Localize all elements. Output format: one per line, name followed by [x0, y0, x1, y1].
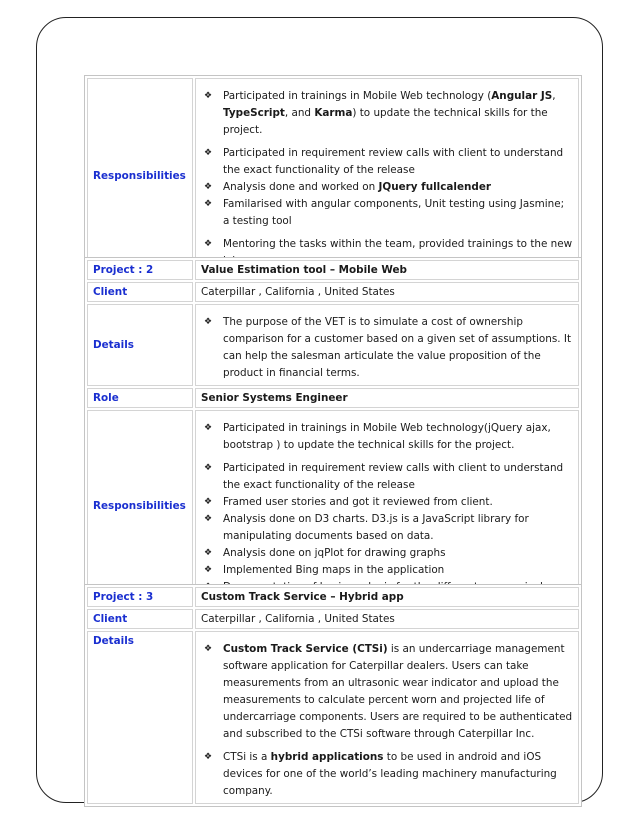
diamond-bullet-icon: ❖: [204, 91, 213, 101]
project-name: Value Estimation tool – Mobile Web: [195, 260, 579, 280]
role-value: Senior Systems Engineer: [195, 388, 579, 408]
list-item: [201, 511, 573, 545]
item-text: Familarised with angular components, Unit testing using Jasmine; a testing tool: [223, 198, 565, 227]
list-item: [201, 562, 573, 579]
list-item: [201, 314, 573, 382]
item-text: Implemented Bing maps in the application: [223, 564, 445, 576]
diamond-bullet-icon: ❖: [204, 514, 213, 524]
item-text: The purpose of the VET is to simulate a cost of ownership comparison for a customer based on a given set of assumptions. It can help the salesman articulate the value proposition of the product in financial terms.: [223, 316, 572, 379]
diamond-bullet-icon: ❖: [204, 199, 213, 209]
item-text: Participated in trainings in Mobile Web technology (: [223, 90, 492, 102]
client-value: Caterpillar , California , United States: [195, 282, 579, 302]
list-item: [201, 641, 573, 743]
diamond-bullet-icon: ❖: [204, 497, 213, 507]
diamond-bullet-icon: ❖: [204, 463, 213, 473]
diamond-bullet-icon: ❖: [204, 239, 213, 249]
responsibilities-list: [201, 420, 573, 596]
item-text: , and: [284, 107, 315, 119]
item-text: ,: [552, 90, 556, 102]
diamond-bullet-icon: ❖: [204, 423, 213, 433]
item-text: Analysis done on D3 charts. D3.js is a JavaScript library for manipulating documents based on data.: [223, 513, 529, 542]
item-text: Participated in requirement review calls with client to understand the exact functionality of the release: [223, 462, 564, 491]
responsibilities-cell: [195, 410, 579, 602]
list-item: [201, 196, 573, 230]
list-item: [201, 460, 573, 494]
bold-text: hybrid applications: [270, 751, 384, 763]
project-label: Project : 2: [87, 260, 193, 280]
list-item: [201, 749, 573, 800]
list-item: [201, 420, 573, 454]
diamond-bullet-icon: ❖: [204, 148, 213, 158]
project-label: Project : 3: [87, 587, 193, 607]
details-list: [201, 641, 573, 800]
item-text: Participated in requirement review calls with client to understand the exact functionality of the release: [223, 147, 564, 176]
item-text: Participated in trainings in Mobile Web technology(jQuery ajax, bootstrap ) to update the technical skills for the project.: [223, 422, 551, 451]
client-label: Client: [87, 282, 193, 302]
diamond-bullet-icon: ❖: [204, 548, 213, 558]
bold-text: Karma: [314, 107, 353, 119]
list-item: [201, 494, 573, 511]
responsibilities-cell: [195, 78, 579, 274]
list-item: [201, 145, 573, 179]
responsibilities-label: Responsibilities: [87, 410, 193, 602]
item-text: Framed user stories and got it reviewed from client.: [223, 496, 493, 508]
diamond-bullet-icon: ❖: [204, 317, 213, 327]
details-cell: [195, 631, 579, 804]
project3-table: [84, 584, 582, 807]
responsibilities-label: Responsibilities: [87, 78, 193, 274]
item-text: Analysis done and worked on: [223, 181, 379, 193]
diamond-bullet-icon: ❖: [204, 644, 213, 654]
project1-responsibilities-table: [84, 75, 582, 277]
list-item: [201, 179, 573, 196]
details-label: Details: [87, 631, 193, 804]
item-text: CTSi is a: [223, 751, 271, 763]
list-item: [201, 545, 573, 562]
item-text: to be used in android and iOS devices for one of the world’s leading machinery manufacturing company.: [223, 751, 557, 797]
diamond-bullet-icon: ❖: [204, 752, 213, 762]
bold-text: TypeScript: [223, 107, 285, 119]
item-text: ) to update the technical skills for the project.: [223, 107, 548, 136]
project-name: Custom Track Service – Hybrid app: [195, 587, 579, 607]
bold-text: Angular JS: [491, 90, 553, 102]
diamond-bullet-icon: ❖: [204, 182, 213, 192]
role-label: Role: [87, 388, 193, 408]
item-text: is an undercarriage management software application for Caterpillar dealers. Users can take measurements from an ultrasonic wear indicator and upload the measurements to calculate percent worn and projected life of undercarriage components. Users are required to be authenticated and subscribed to the CTSi software through Caterpillar Inc.: [223, 643, 573, 740]
project2-table: [84, 257, 582, 605]
bold-text: Custom Track Service (CTSi): [223, 643, 388, 655]
client-value: Caterpillar , California , United States: [195, 609, 579, 629]
item-text: Mentoring the tasks within the team, provided trainings to the new: [223, 238, 573, 250]
responsibilities-list: [201, 88, 573, 270]
details-list: [201, 314, 573, 382]
bold-text: JQuery fullcalender: [378, 181, 492, 193]
details-label: Details: [87, 304, 193, 386]
item-text: Analysis done on jqPlot for drawing graphs: [223, 547, 446, 559]
details-cell: [195, 304, 579, 386]
list-item: [201, 88, 573, 139]
diamond-bullet-icon: ❖: [204, 565, 213, 575]
client-label: Client: [87, 609, 193, 629]
